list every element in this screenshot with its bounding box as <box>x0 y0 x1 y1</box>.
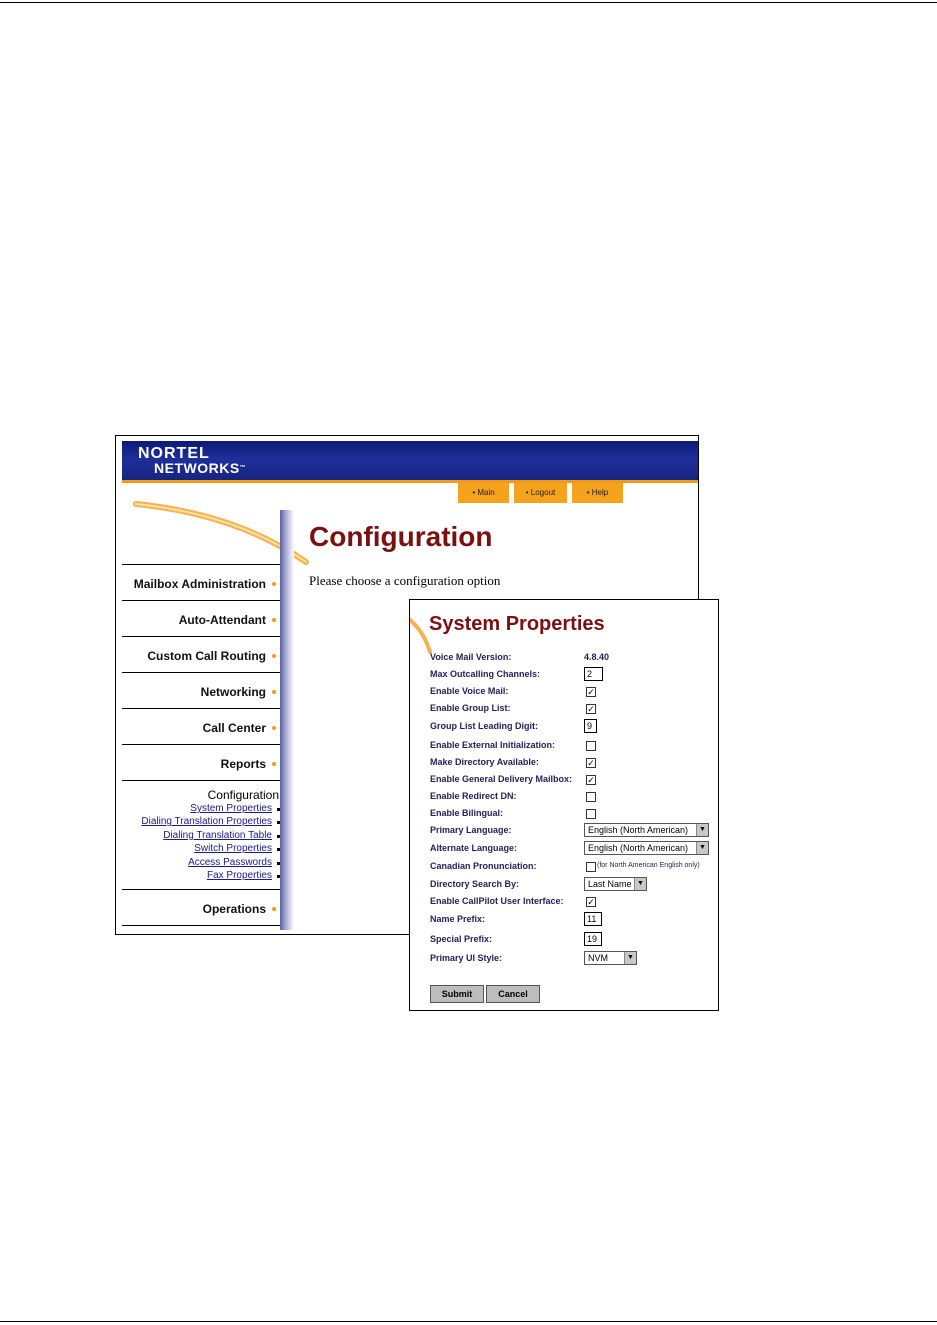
submit-button[interactable]: Submit <box>430 985 484 1003</box>
row-name-prefix: Name Prefix: 11 <box>430 912 716 928</box>
system-properties-title: System Properties <box>429 613 605 635</box>
header-banner <box>122 441 698 481</box>
enable-group-list-checkbox[interactable] <box>586 704 596 714</box>
sidebar-configuration-group <box>122 780 280 889</box>
orange-dot-icon <box>272 762 276 766</box>
sidebar-item-networking[interactable] <box>122 672 280 708</box>
row-enable-voice-mail: Enable Voice Mail: ✓ <box>430 686 595 697</box>
sidebar-item-call-center[interactable] <box>122 708 280 744</box>
group-list-leading-digit-input[interactable]: 9 <box>584 719 597 733</box>
alternate-language-select[interactable]: English (North American) ▼ <box>584 841 709 855</box>
row-enable-external-initialization: Enable External Initialization: <box>430 738 716 754</box>
row-enable-bilingual: Enable Bilingual: <box>430 806 716 822</box>
max-outcalling-channels-input[interactable]: 2 <box>584 667 603 681</box>
primary-language-select[interactable]: English (North American) ▼ <box>584 823 709 837</box>
enable-voice-mail-checkbox[interactable] <box>586 687 596 697</box>
sidebar-bottom-rule <box>122 925 280 926</box>
link-dialing-translation-table[interactable]: Dialing Translation Table <box>163 830 272 841</box>
chevron-down-icon[interactable]: ▼ <box>624 952 636 964</box>
row-make-directory-available: Make Directory Available: ✓ <box>430 757 595 768</box>
sidebar-shadow <box>280 510 294 930</box>
cancel-button[interactable]: Cancel <box>486 985 540 1003</box>
sidebar-item-label[interactable]: Mailbox Administration <box>133 577 266 591</box>
page-top-rule <box>0 2 937 3</box>
directory-search-by-select[interactable]: Last Name ▼ <box>584 877 647 891</box>
bullet-icon <box>277 875 280 878</box>
link-system-properties[interactable]: System Properties <box>190 803 272 814</box>
nortel-logo <box>138 447 246 475</box>
sidebar-item-label[interactable]: Reports <box>220 757 266 771</box>
link-access-passwords[interactable]: Access Passwords <box>188 857 272 868</box>
row-group-list-leading-digit: Group List Leading Digit: 9 <box>430 719 716 735</box>
sidebar-item-auto-attendant[interactable] <box>122 600 280 636</box>
checkmark-icon: ✓ <box>587 704 595 714</box>
sidebar-item-label[interactable]: Custom Call Routing <box>147 649 266 663</box>
logo-line2: NETWORKS <box>154 460 240 476</box>
link-dialing-translation-properties[interactable]: Dialing Translation Properties <box>141 816 272 827</box>
checkmark-icon: ✓ <box>587 897 595 907</box>
bullet-icon <box>277 808 280 811</box>
sidebar <box>122 564 280 926</box>
row-max-outcalling-channels: Max Outcalling Channels: 2 <box>430 667 716 683</box>
orange-dot-icon <box>272 654 276 658</box>
checkmark-icon: ✓ <box>587 687 595 697</box>
enable-general-delivery-mailbox-checkbox[interactable] <box>586 775 596 785</box>
sidebar-item-reports[interactable] <box>122 744 280 780</box>
voice-mail-version-value: 4.8.40 <box>584 652 610 662</box>
main-button[interactable]: • Main <box>458 483 509 503</box>
logo-line1: NORTEL <box>138 445 210 462</box>
chevron-down-icon[interactable]: ▼ <box>634 878 646 890</box>
orange-dot-icon <box>272 907 276 911</box>
canadian-pronunciation-note: (for North American English only) <box>597 862 700 869</box>
chevron-down-icon[interactable]: ▼ <box>696 824 708 836</box>
row-canadian-pronunciation: Canadian Pronunciation: (for North American English only) <box>430 861 700 871</box>
row-primary-language: Primary Language: English (North American) ▼ <box>430 823 716 839</box>
row-enable-redirect-dn: Enable Redirect DN: <box>430 789 716 805</box>
enable-external-initialization-checkbox[interactable] <box>586 741 596 751</box>
row-enable-general-delivery-mailbox: Enable General Delivery Mailbox: ✓ <box>430 774 595 785</box>
link-switch-properties[interactable]: Switch Properties <box>194 843 272 854</box>
help-button[interactable]: • Help <box>572 483 623 503</box>
chevron-down-icon[interactable]: ▼ <box>696 842 708 854</box>
page-message: Please choose a configuration option <box>309 573 501 588</box>
row-alternate-language: Alternate Language: English (North American) ▼ <box>430 841 716 857</box>
link-fax-properties[interactable]: Fax Properties <box>206 870 272 881</box>
name-prefix-input[interactable]: 11 <box>584 912 602 926</box>
row-voice-mail-version: Voice Mail Version: 4.8.40 <box>430 652 610 662</box>
enable-redirect-dn-checkbox[interactable] <box>586 792 596 802</box>
sidebar-item-custom-call-routing[interactable] <box>122 636 280 672</box>
checkmark-icon: ✓ <box>587 758 595 768</box>
special-prefix-input[interactable]: 19 <box>584 932 602 946</box>
row-directory-search-by: Directory Search By: Last Name ▼ <box>430 877 716 893</box>
sidebar-item-mailbox-administration[interactable] <box>122 564 280 600</box>
bullet-icon <box>277 848 280 851</box>
row-enable-group-list: Enable Group List: ✓ <box>430 703 595 714</box>
canadian-pronunciation-checkbox[interactable] <box>586 862 596 872</box>
sidebar-item-label[interactable]: Auto-Attendant <box>178 613 266 627</box>
sidebar-item-label[interactable]: Call Center <box>202 721 266 735</box>
orange-dot-icon <box>272 726 276 730</box>
page-title: Configuration <box>309 521 493 552</box>
make-directory-available-checkbox[interactable] <box>586 758 596 768</box>
enable-callpilot-ui-checkbox[interactable] <box>586 897 596 907</box>
bullet-icon <box>277 821 280 824</box>
bullet-icon <box>277 835 280 838</box>
sidebar-item-operations[interactable] <box>122 889 280 925</box>
trademark: ™ <box>239 465 247 471</box>
configuration-heading: Configuration <box>207 788 279 802</box>
page-bottom-rule <box>0 1321 937 1322</box>
orange-dot-icon <box>272 690 276 694</box>
row-special-prefix: Special Prefix: 19 <box>430 932 716 948</box>
system-properties-window <box>409 599 719 1011</box>
primary-ui-style-select[interactable]: NVM ▼ <box>584 951 637 965</box>
sidebar-item-label[interactable]: Networking <box>200 685 266 699</box>
sidebar-item-label[interactable]: Operations <box>202 902 266 916</box>
orange-dot-icon <box>272 618 276 622</box>
row-primary-ui-style: Primary UI Style: NVM ▼ <box>430 951 716 967</box>
checkmark-icon: ✓ <box>587 775 595 785</box>
bullet-icon <box>277 862 280 865</box>
logout-button[interactable]: • Logout <box>514 483 567 503</box>
orange-dot-icon <box>272 582 276 586</box>
row-enable-callpilot-ui: Enable CallPilot User Interface: ✓ <box>430 896 595 907</box>
enable-bilingual-checkbox[interactable] <box>586 809 596 819</box>
